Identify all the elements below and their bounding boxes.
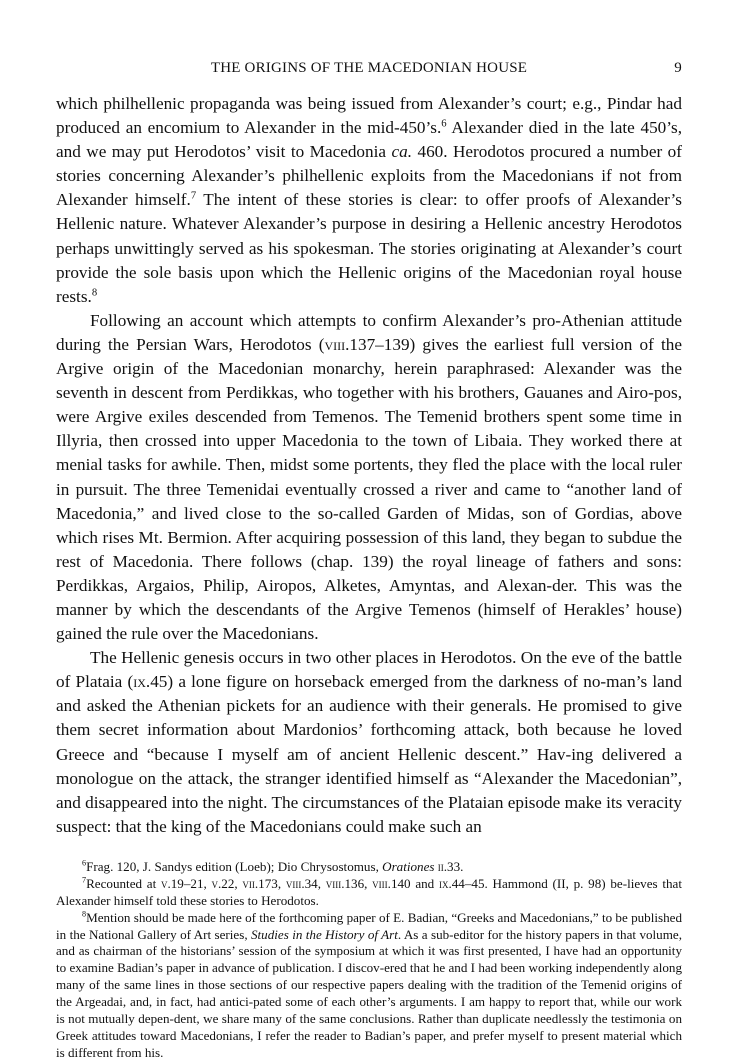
running-title: THE ORIGINS OF THE MACEDONIAN HOUSE: [210, 60, 528, 76]
footnote-ref-6: 6: [441, 118, 447, 130]
paragraph-2: Following an account which attempts to confirm Alexander’s pro-Athenian attitude during the Persian Wars, Herodotos (viii.137–139) gives the earliest full version of the Argive origin of the Macedonian monarchy, herein paraphrased: Alexander was the seventh in descent from Perdikkas, who together with his brothers, Gauanes and Airo-pos, were Argive exiles descended from Temenos. The Temenid brothers spent some time in Illyria, then crossed into upper Macedonia to the town of Libaia. They worked there at menial tasks for awhile. Then, midst some portents, they fled the place with the local ruler in pursuit. The three Temenidai eventually crossed a river and came to “another land of Macedonia,” and lived close to the so-called Garden of Midas, son of Gordias, above which rises Mt. Bermion. After acquiring possession of this land, they began to subdue the rest of Macedonia. There follows (chap. 139) the royal lineage of fathers and sons: Perdikkas, Argaios, Philip, Airopos, Alketes, Amyntas, and Alexan-der. This was the manner by which the descendants of the Argive Temenos (himself of Herakles’ house) gained the rule over the Macedonians.: [56, 310, 683, 644]
page-number: 9: [674, 60, 682, 76]
footnotes: [56, 859, 682, 1062]
footnote-ref-7: 7: [190, 190, 197, 202]
running-head: [56, 60, 682, 86]
footnote-7: $^7$Recounted at v.19–21, v.22, vii.173, viii.34, viii.136, viii.140 and ix.44–45. Hammond (II, p. 98) be-lieves that Alexander himself told these stories to Herodotos.: [56, 875, 683, 908]
paragraph-3: The Hellenic genesis occurs in two other places in Herodotos. On the eve of the battle of Plataia (ix.45) a lone figure on horseback emerged from the darkness of no-man’s land and asked the Athenian pickets for an audience with their generals. He promised to give them secret information about Mardonios’ forthcoming attack, both because he loved Greece and “because I myself am of ancient Hellenic descent.” Hav-ing delivered a monologue on the attack, the stranger identified himself as “Alexander the Macedonian”, and disappeared into the night. The circumstances of the Plataian episode make its veracity suspect: that the king of the Macedonians could make such an: [56, 648, 683, 836]
footnote-ref-8: 8: [91, 287, 98, 299]
body-text: [56, 92, 682, 839]
footnote-6: $^6$Frag. 120, J. Sandys edition (Loeb); Dio Chrysostomus, Orationes ii.33.: [82, 858, 464, 874]
book-page: [56, 0, 682, 1062]
footnote-8: $^8$Mention should be made here of the forthcoming paper of E. Badian, “Greeks and Macedonians,” to be published in the National Gallery of Art series, Studies in the History of Art. As a sub-editor for the history papers in that volume, and as chairman of the historians’ session of the symposium at which it was first presented, I have had an opportunity to examine Badian’s paper in advance of publication. I discov-ered that he and I had been working independently along many of the same lines in those sections of our respective papers dealing with the tradition of the Temenid origins of the Argeadai, and, in fact, had antici-pated some of each other’s arguments. I am happy to report that, while our work is not mutually depen-dent, we share many of the same conclusions. Rather than duplicate needlessly the testimonia on Greek attitudes toward Macedonians, I refer the reader to Badian’s paper, and prefer myself to present material which is different from his.: [56, 909, 682, 1060]
paragraph-1: which philhellenic propaganda was being issued from Alexander’s court; e.g., Pindar had produced an encomium to Alexander in the mid-450’s.$^6$ Alexander died in the late 450’s, and we may put Herodotos’ visit to Macedonia ca. 460. Herodotos procured a number of stories concerning Alexander’s philhellenic exploits from the Macedonians if not from Alexander himself.$^7$ The intent of these stories is clear: to offer proofs of Alexander’s Hellenic nature. Whatever Alexander’s purpose in desiring a Hellenic ancestry Herodotos perhaps unwittingly served as his spokesman. The stories originating at Alexander’s court provide the sole basis upon which the Hellenic origins of the Macedonian royal house rests.$^8$: [56, 94, 683, 306]
